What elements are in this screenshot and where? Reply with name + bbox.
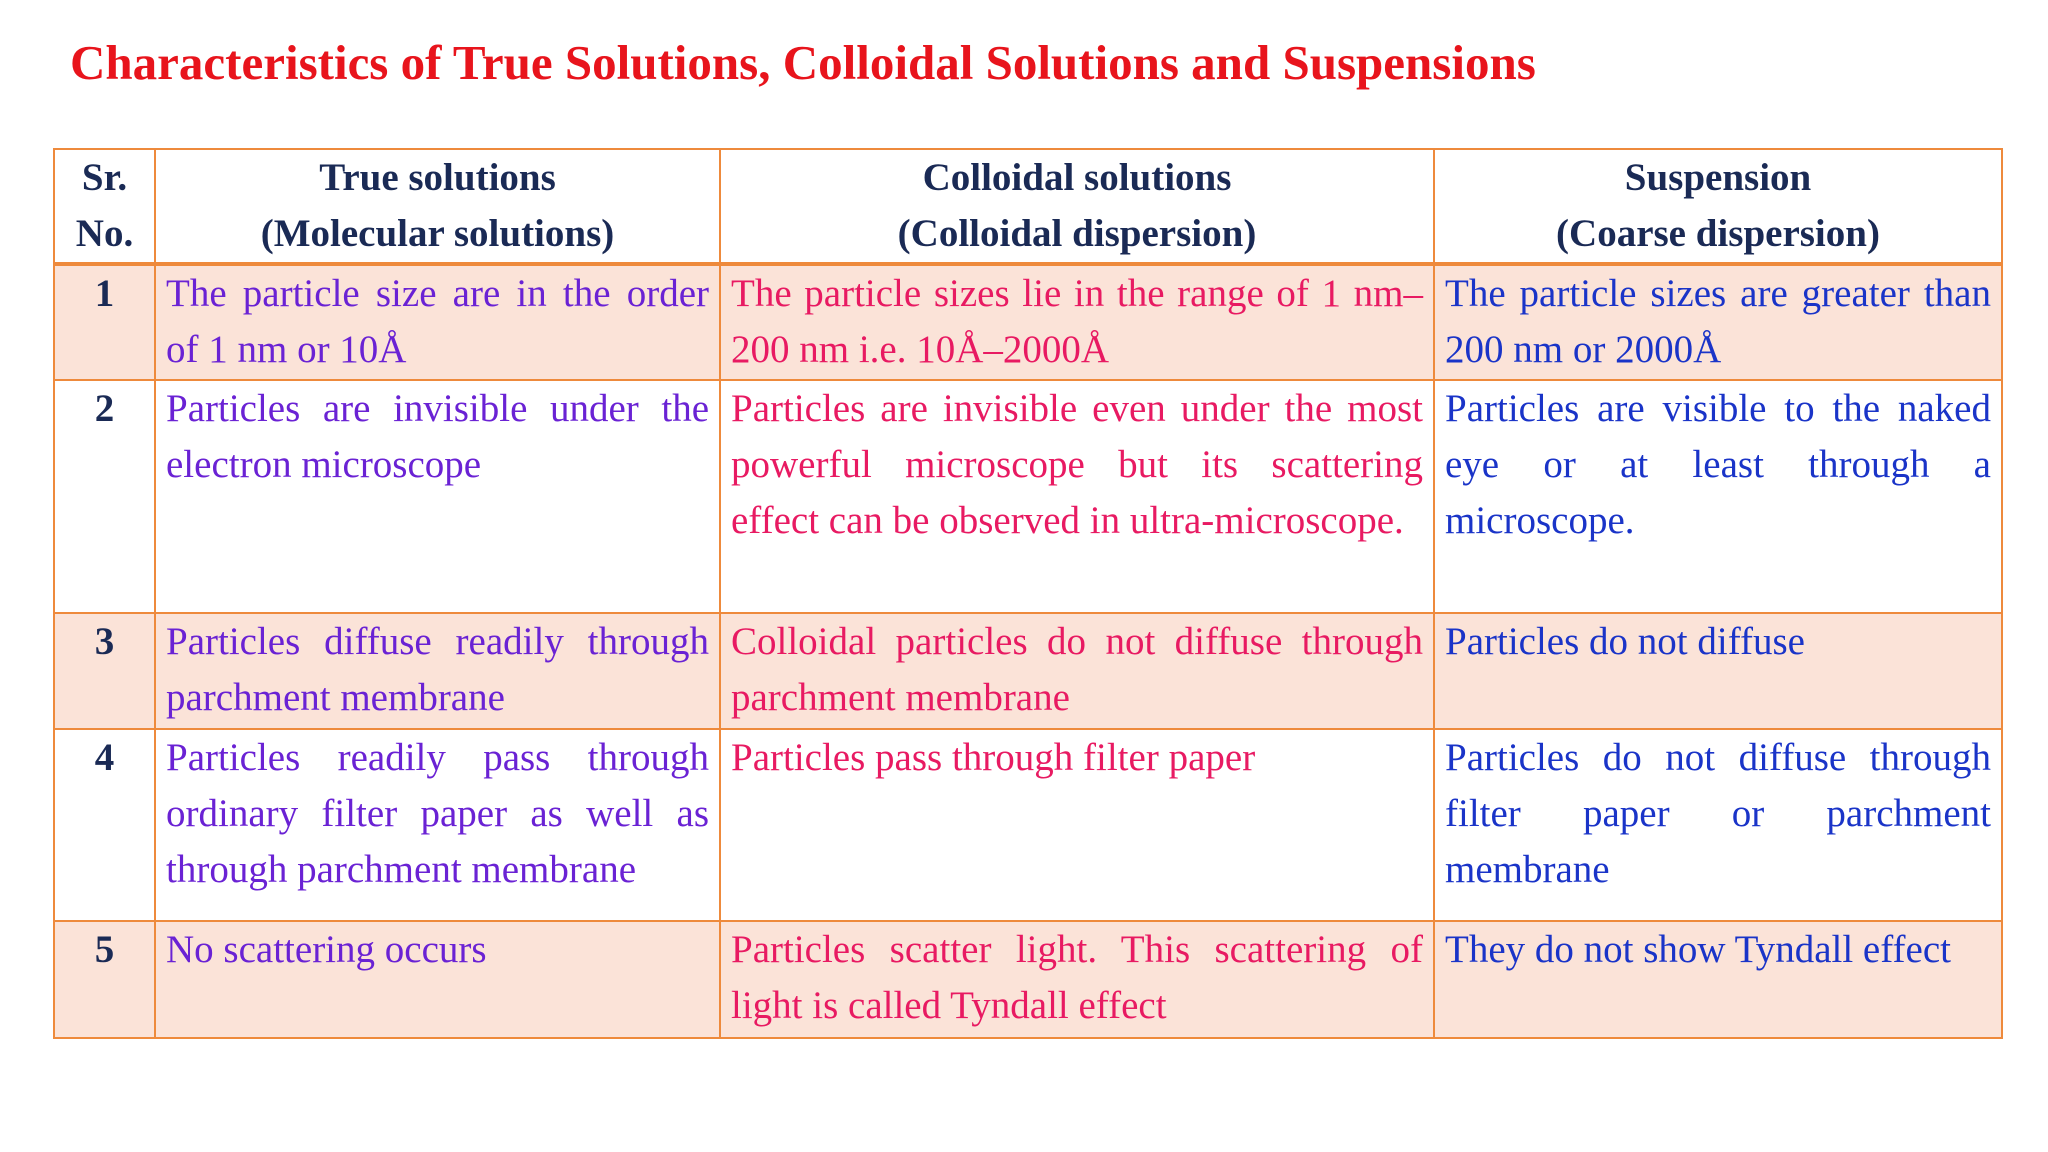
sr-no-cell: 4	[54, 729, 155, 921]
suspension-cell: Particles are visible to the naked eye or at least through a microscope.	[1434, 380, 2002, 613]
header-true-solutions-line1: True solutions	[319, 156, 556, 199]
suspension-cell: Particles do not diffuse	[1434, 613, 2002, 729]
comparison-table	[53, 148, 2003, 1039]
table-row	[54, 264, 2002, 380]
header-suspension-line2: (Coarse dispersion)	[1556, 212, 1880, 255]
header-suspension	[1434, 149, 2002, 264]
comparison-table-container	[53, 148, 2001, 1039]
suspension-cell: They do not show Tyndall effect	[1434, 921, 2002, 1038]
colloidal-solution-cell: Particles pass through filter paper	[720, 729, 1434, 921]
colloidal-solution-cell: Particles scatter light. This scattering of light is called Tyndall effect	[720, 921, 1434, 1038]
sr-no-cell: 5	[54, 921, 155, 1038]
table-row	[54, 380, 2002, 613]
sr-no-cell: 2	[54, 380, 155, 613]
header-colloidal-solutions	[720, 149, 1434, 264]
page-title: Characteristics of True Solutions, Colloidal Solutions and Suspensions	[70, 35, 1536, 90]
sr-no-cell: 1	[54, 264, 155, 380]
header-true-solutions-line2: (Molecular solutions)	[260, 212, 615, 255]
suspension-cell: Particles do not diffuse through filter paper or parchment membrane	[1434, 729, 2002, 921]
suspension-cell: The particle sizes are greater than 200 nm or 2000Å	[1434, 264, 2002, 380]
header-colloidal-solutions-line1: Colloidal solutions	[922, 156, 1232, 199]
table-row	[54, 613, 2002, 729]
table-header-row	[54, 149, 2002, 264]
true-solution-cell: No scattering occurs	[155, 921, 720, 1038]
table-row	[54, 921, 2002, 1038]
header-colloidal-solutions-line2: (Colloidal dispersion)	[897, 212, 1257, 255]
sr-no-cell: 3	[54, 613, 155, 729]
header-sr-no	[54, 149, 155, 264]
header-suspension-line1: Suspension	[1624, 156, 1812, 199]
colloidal-solution-cell: Colloidal particles do not diffuse through parchment membrane	[720, 613, 1434, 729]
colloidal-solution-cell: Particles are invisible even under the most powerful microscope but its scattering effect can be observed in ultra-microscope.	[720, 380, 1434, 613]
header-sr-no-line2: No.	[75, 212, 134, 255]
true-solution-cell: The particle size are in the order of 1 nm or 10Å	[155, 264, 720, 380]
header-sr-no-line1: Sr.	[81, 156, 128, 199]
table-row	[54, 729, 2002, 921]
colloidal-solution-cell: The particle sizes lie in the range of 1 nm– 200 nm i.e. 10Å–2000Å	[720, 264, 1434, 380]
true-solution-cell: Particles readily pass through ordinary filter paper as well as through parchment membrane	[155, 729, 720, 921]
header-true-solutions	[155, 149, 720, 264]
true-solution-cell: Particles diffuse readily through parchment membrane	[155, 613, 720, 729]
true-solution-cell: Particles are invisible under the electron microscope	[155, 380, 720, 613]
